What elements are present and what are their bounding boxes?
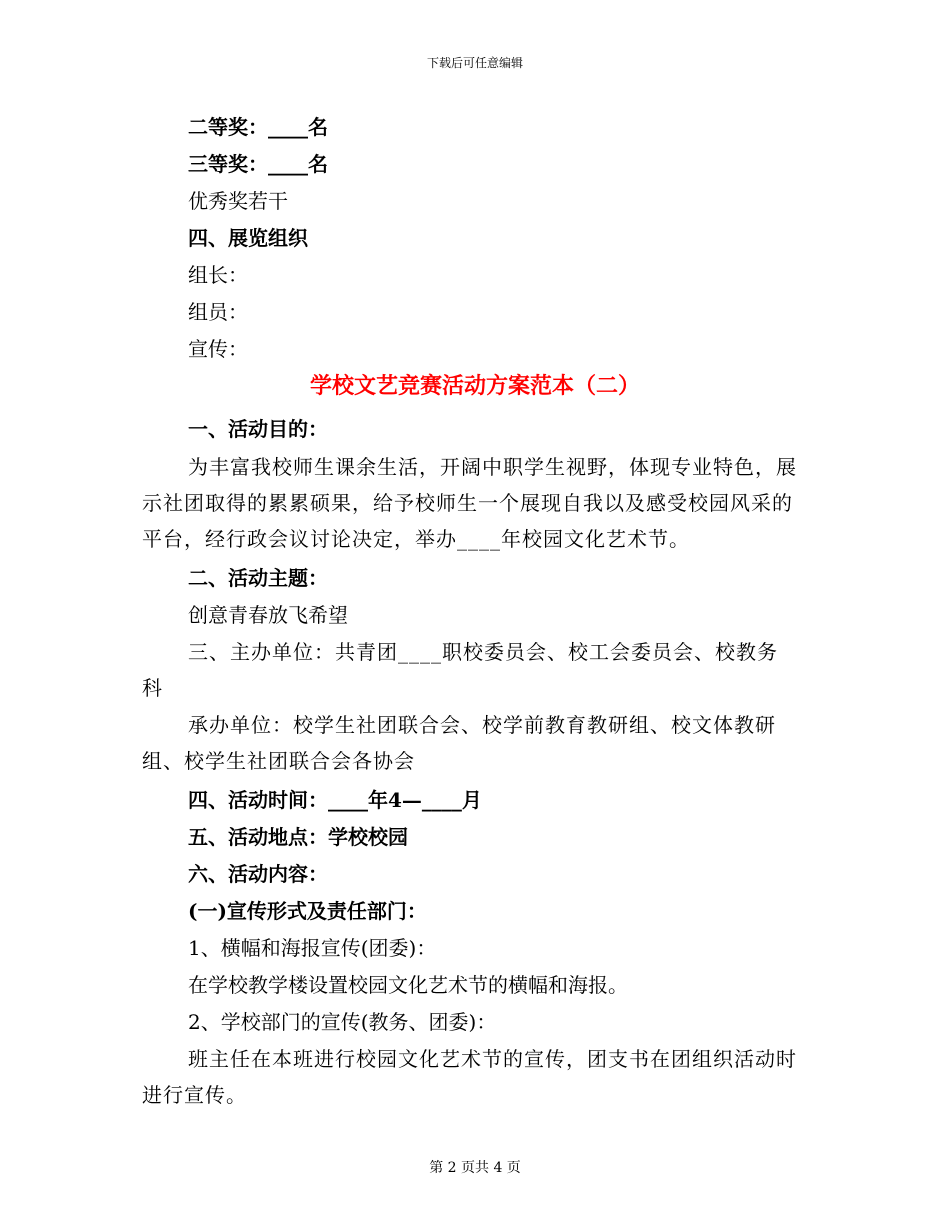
excellence-prize-line: 优秀奖若干 <box>188 189 288 213</box>
theme-heading: 二、活动主题： <box>188 566 328 590</box>
publicity-line: 宣传： <box>188 337 248 361</box>
item2-heading: 2、学校部门的宣传(教务、团委)： <box>188 1010 497 1034</box>
item1-text: 在学校教学楼设置校园文化艺术节的横幅和海报。 <box>188 973 628 997</box>
page-footer: 第 2 页共 4 页 <box>429 1160 521 1176</box>
third-prize-line: 三等奖：____名 <box>188 152 328 176</box>
publicity-form-heading: (一)宣传形式及责任部门： <box>188 899 427 923</box>
document-title: 学校文艺竞赛活动方案范本（二） <box>309 373 640 399</box>
members-line: 组员： <box>188 300 248 324</box>
second-prize-line: 二等奖：____名 <box>188 115 328 139</box>
item1-heading: 1、横幅和海报宣传(团委)： <box>188 936 437 960</box>
item2-paragraph: 班主任在本班进行校园文化艺术节的宣传，团支书在团组织活动时进行宣传。 <box>142 1047 797 1107</box>
host-paragraph: 三、主办单位：共青团____职校委员会、校工会委员会、校教务科 <box>142 640 778 700</box>
content-heading: 六、活动内容： <box>188 862 328 886</box>
theme-text: 创意青春放飞希望 <box>188 603 348 627</box>
venue-line: 五、活动地点：学校校园 <box>188 825 408 849</box>
page-header: 下载后可任意编辑 <box>426 56 523 70</box>
exhibition-organization-heading: 四、展览组织 <box>188 226 308 250</box>
time-line: 四、活动时间：____年4—____月 <box>188 788 482 812</box>
leader-line: 组长： <box>188 263 248 287</box>
organizer-paragraph: 承办单位：校学生社团联合会、校学前教育教研组、校文体教研组、校学生社团联合会各协会 <box>142 713 776 773</box>
purpose-heading: 一、活动目的： <box>188 417 328 441</box>
purpose-paragraph: 为丰富我校师生课余生活，开阔中职学生视野，体现专业特色，展示社团取得的累累硕果，给予校师生一个展现自我以及感受校园风采的平台，经行政会议讨论决定，举办____年校园文化艺术节。 <box>142 455 797 551</box>
